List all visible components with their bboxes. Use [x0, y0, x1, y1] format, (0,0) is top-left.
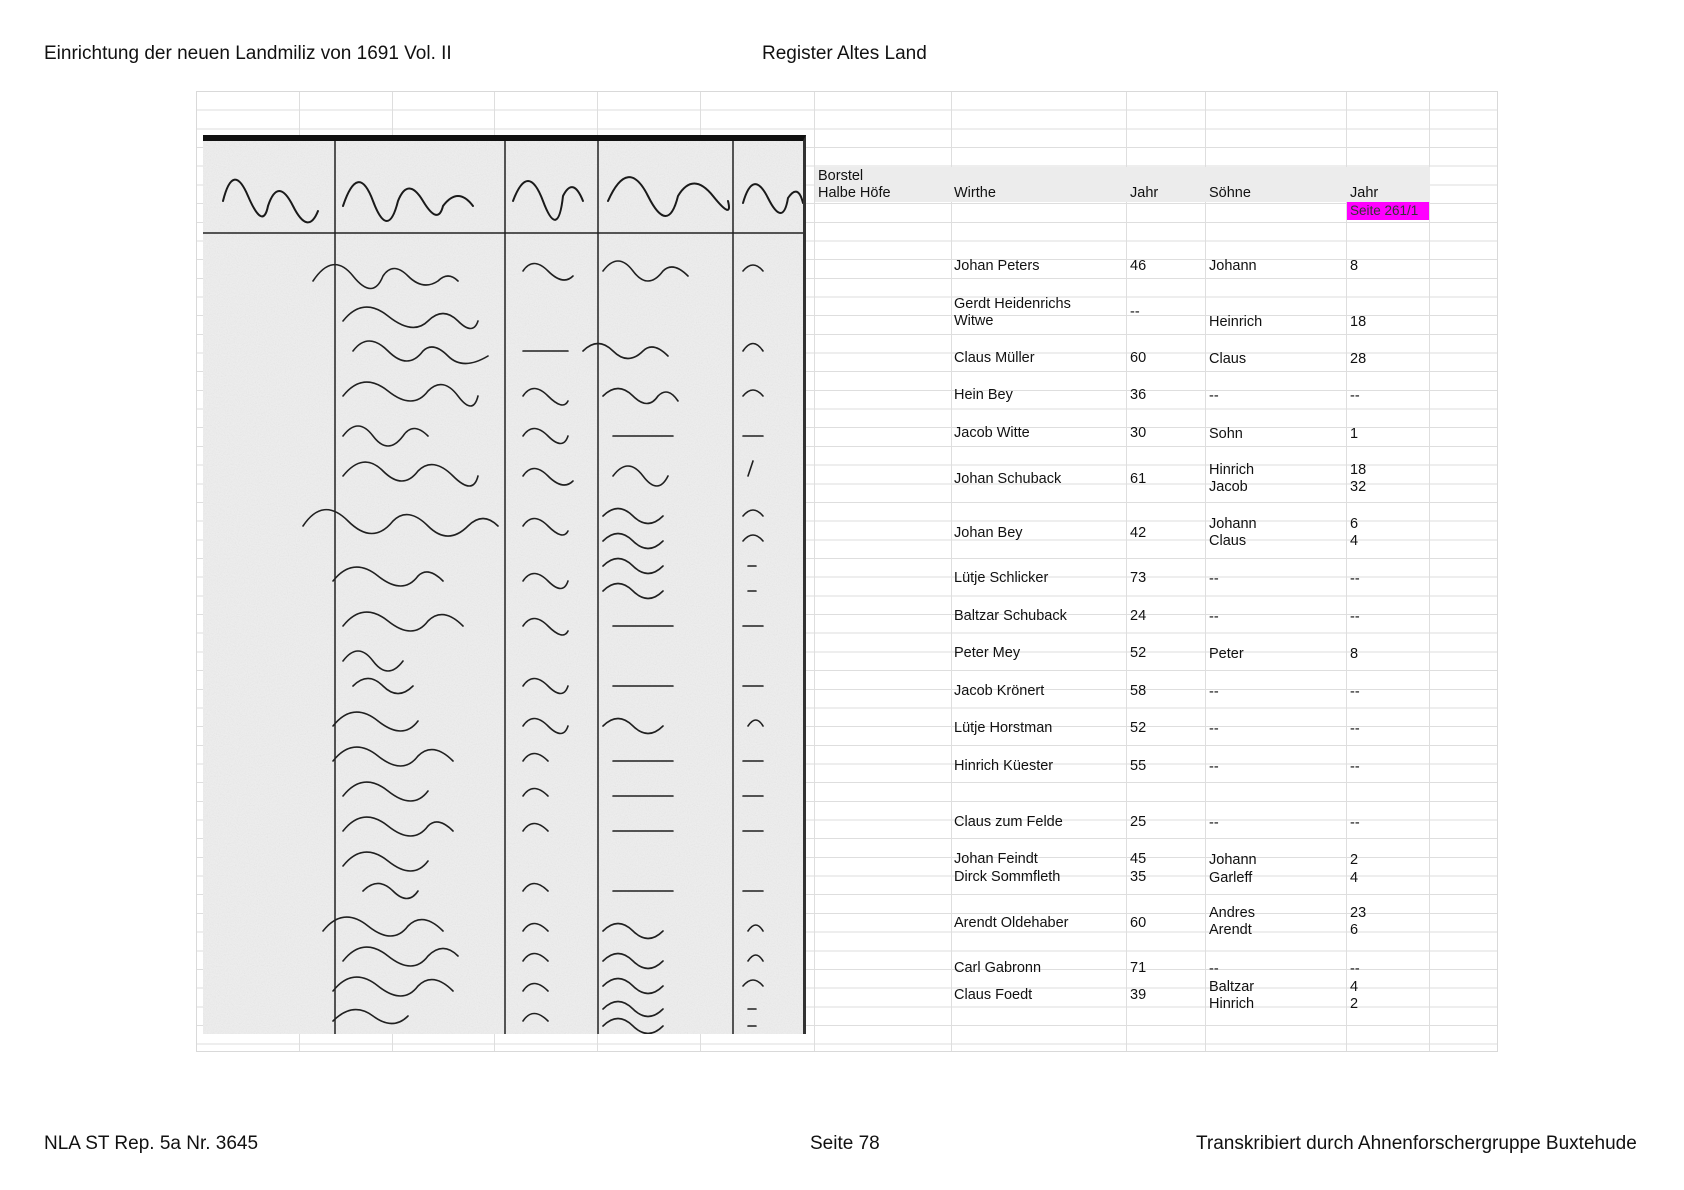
- place-label: Borstel: [818, 168, 864, 184]
- table-cell-age: 58: [1130, 683, 1147, 699]
- table-cell-sons: Heinrich: [1209, 314, 1263, 330]
- table-cell-age: 71: [1130, 960, 1147, 976]
- archive-reference: NLA ST Rep. 5a Nr. 3645: [44, 1133, 259, 1154]
- table-cell-sons: Garleff: [1209, 870, 1253, 886]
- table-cell-sons-age: 8: [1350, 258, 1359, 274]
- table-cell-sons-age: --: [1350, 721, 1360, 737]
- table-cell-sons-age: 6: [1350, 516, 1359, 532]
- table-cell-sons: Johann: [1209, 258, 1257, 274]
- table-cell-name: Johan Schuback: [954, 471, 1062, 487]
- spreadsheet-page: [196, 91, 1498, 1052]
- table-cell-age: 36: [1130, 387, 1147, 403]
- table-cell-age: 45: [1130, 851, 1147, 867]
- table-cell-name: Johan Bey: [954, 525, 1023, 541]
- column-header-jahr: Jahr: [1130, 185, 1159, 201]
- column-header-soehne: Söhne: [1209, 185, 1251, 201]
- table-cell-sons-line2: Jacob: [1209, 479, 1248, 495]
- table-cell-sons: --: [1209, 721, 1219, 737]
- table-cell-age: 30: [1130, 425, 1147, 441]
- table-cell-sons-age-line2: 4: [1350, 533, 1359, 549]
- table-cell-sons-age: 28: [1350, 351, 1367, 367]
- table-cell-name: Jacob Witte: [954, 425, 1030, 441]
- page-number: Seite 78: [810, 1133, 880, 1154]
- table-cell-name: Hein Bey: [954, 387, 1013, 403]
- table-cell-sons-age: --: [1350, 609, 1360, 625]
- table-cell-name: Arendt Oldehaber: [954, 915, 1069, 931]
- table-cell-sons: Johann: [1209, 852, 1257, 868]
- table-cell-sons: --: [1209, 388, 1219, 404]
- table-cell-sons: Hinrich: [1209, 462, 1255, 478]
- table-cell-name: Lütje Schlicker: [954, 570, 1049, 586]
- table-cell-sons-age-line2: 6: [1350, 922, 1359, 938]
- table-cell-age: 24: [1130, 608, 1147, 624]
- table-cell-name-line2: Witwe: [954, 313, 994, 329]
- table-cell-sons-age: 23: [1350, 905, 1367, 921]
- table-cell-name: Jacob Krönert: [954, 683, 1045, 699]
- table-cell-age: 35: [1130, 869, 1147, 885]
- column-header-jahr-sons: Jahr: [1350, 185, 1379, 201]
- table-cell-age: 46: [1130, 258, 1147, 274]
- table-cell-age: 55: [1130, 758, 1147, 774]
- table-cell-sons-age: --: [1350, 961, 1360, 977]
- table-cell-sons-age: 4: [1350, 870, 1359, 886]
- table-cell-name: Peter Mey: [954, 645, 1021, 661]
- table-cell-sons-age: --: [1350, 684, 1360, 700]
- table-cell-sons: --: [1209, 684, 1219, 700]
- table-cell-age: 25: [1130, 814, 1147, 830]
- place-sublabel: Halbe Höfe: [818, 185, 891, 201]
- document-title: Einrichtung der neuen Landmiliz von 1691 Vol. II: [44, 43, 452, 64]
- table-cell-name: Carl Gabronn: [954, 960, 1042, 976]
- table-cell-age: --: [1130, 304, 1140, 320]
- table-cell-age: 52: [1130, 645, 1147, 661]
- table-cell-sons-age: --: [1350, 571, 1360, 587]
- table-cell-sons-age: --: [1350, 388, 1360, 404]
- table-cell-age: 60: [1130, 915, 1147, 931]
- table-cell-age: 52: [1130, 720, 1147, 736]
- handwriting-scan-drawing: [203, 141, 806, 1034]
- table-cell-age: 39: [1130, 987, 1147, 1003]
- table-cell-sons-age: 18: [1350, 462, 1367, 478]
- table-cell-age: 60: [1130, 350, 1147, 366]
- table-cell-name: Hinrich Küester: [954, 758, 1054, 774]
- table-cell-sons: Johann: [1209, 516, 1257, 532]
- table-cell-sons: --: [1209, 571, 1219, 587]
- register-title: Register Altes Land: [762, 43, 927, 64]
- table-cell-name: Baltzar Schuback: [954, 608, 1067, 624]
- table-cell-sons: Andres: [1209, 905, 1255, 921]
- transcriber-credit: Transkribiert durch Ahnenforschergruppe Buxtehude: [1196, 1133, 1637, 1154]
- column-header-wirthe: Wirthe: [954, 185, 996, 201]
- table-cell-sons-age: 1: [1350, 426, 1359, 442]
- table-cell-sons: Baltzar: [1209, 979, 1255, 995]
- table-cell-age: 42: [1130, 525, 1147, 541]
- table-cell-name: Claus Müller: [954, 350, 1035, 366]
- table-cell-sons-age: 18: [1350, 314, 1367, 330]
- table-cell-sons-line2: Claus: [1209, 533, 1247, 549]
- table-cell-sons-age: 4: [1350, 979, 1359, 995]
- table-cell-sons-line2: Hinrich: [1209, 996, 1255, 1012]
- table-cell-sons-age: --: [1350, 815, 1360, 831]
- table-cell-sons-age: 2: [1350, 852, 1359, 868]
- table-cell-sons-age-line2: 32: [1350, 479, 1367, 495]
- table-cell-sons-line2: Arendt: [1209, 922, 1252, 938]
- scanned-register-image: [203, 135, 806, 1034]
- table-cell-sons-age: --: [1350, 759, 1360, 775]
- table-cell-name: Johan Peters: [954, 258, 1040, 274]
- table-cell-sons: --: [1209, 815, 1219, 831]
- table-cell-name: Claus zum Felde: [954, 814, 1063, 830]
- table-cell-age: 73: [1130, 570, 1147, 586]
- table-cell-sons: --: [1209, 609, 1219, 625]
- table-cell-sons-age: 8: [1350, 646, 1359, 662]
- table-cell-name: Gerdt Heidenrichs: [954, 296, 1071, 312]
- page-reference-badge: Seite 261/1: [1347, 202, 1429, 220]
- table-cell-name: Claus Foedt: [954, 987, 1033, 1003]
- table-cell-name: Johan Feindt: [954, 851, 1038, 867]
- table-cell-sons: Peter: [1209, 646, 1244, 662]
- table-cell-sons: --: [1209, 759, 1219, 775]
- table-header-background: [815, 167, 1430, 202]
- table-cell-sons: Sohn: [1209, 426, 1243, 442]
- table-cell-sons: --: [1209, 961, 1219, 977]
- table-cell-name: Lütje Horstman: [954, 720, 1053, 736]
- table-cell-sons: Claus: [1209, 351, 1247, 367]
- table-cell-name: Dirck Sommfleth: [954, 869, 1061, 885]
- table-cell-age: 61: [1130, 471, 1147, 487]
- table-cell-sons-age-line2: 2: [1350, 996, 1359, 1012]
